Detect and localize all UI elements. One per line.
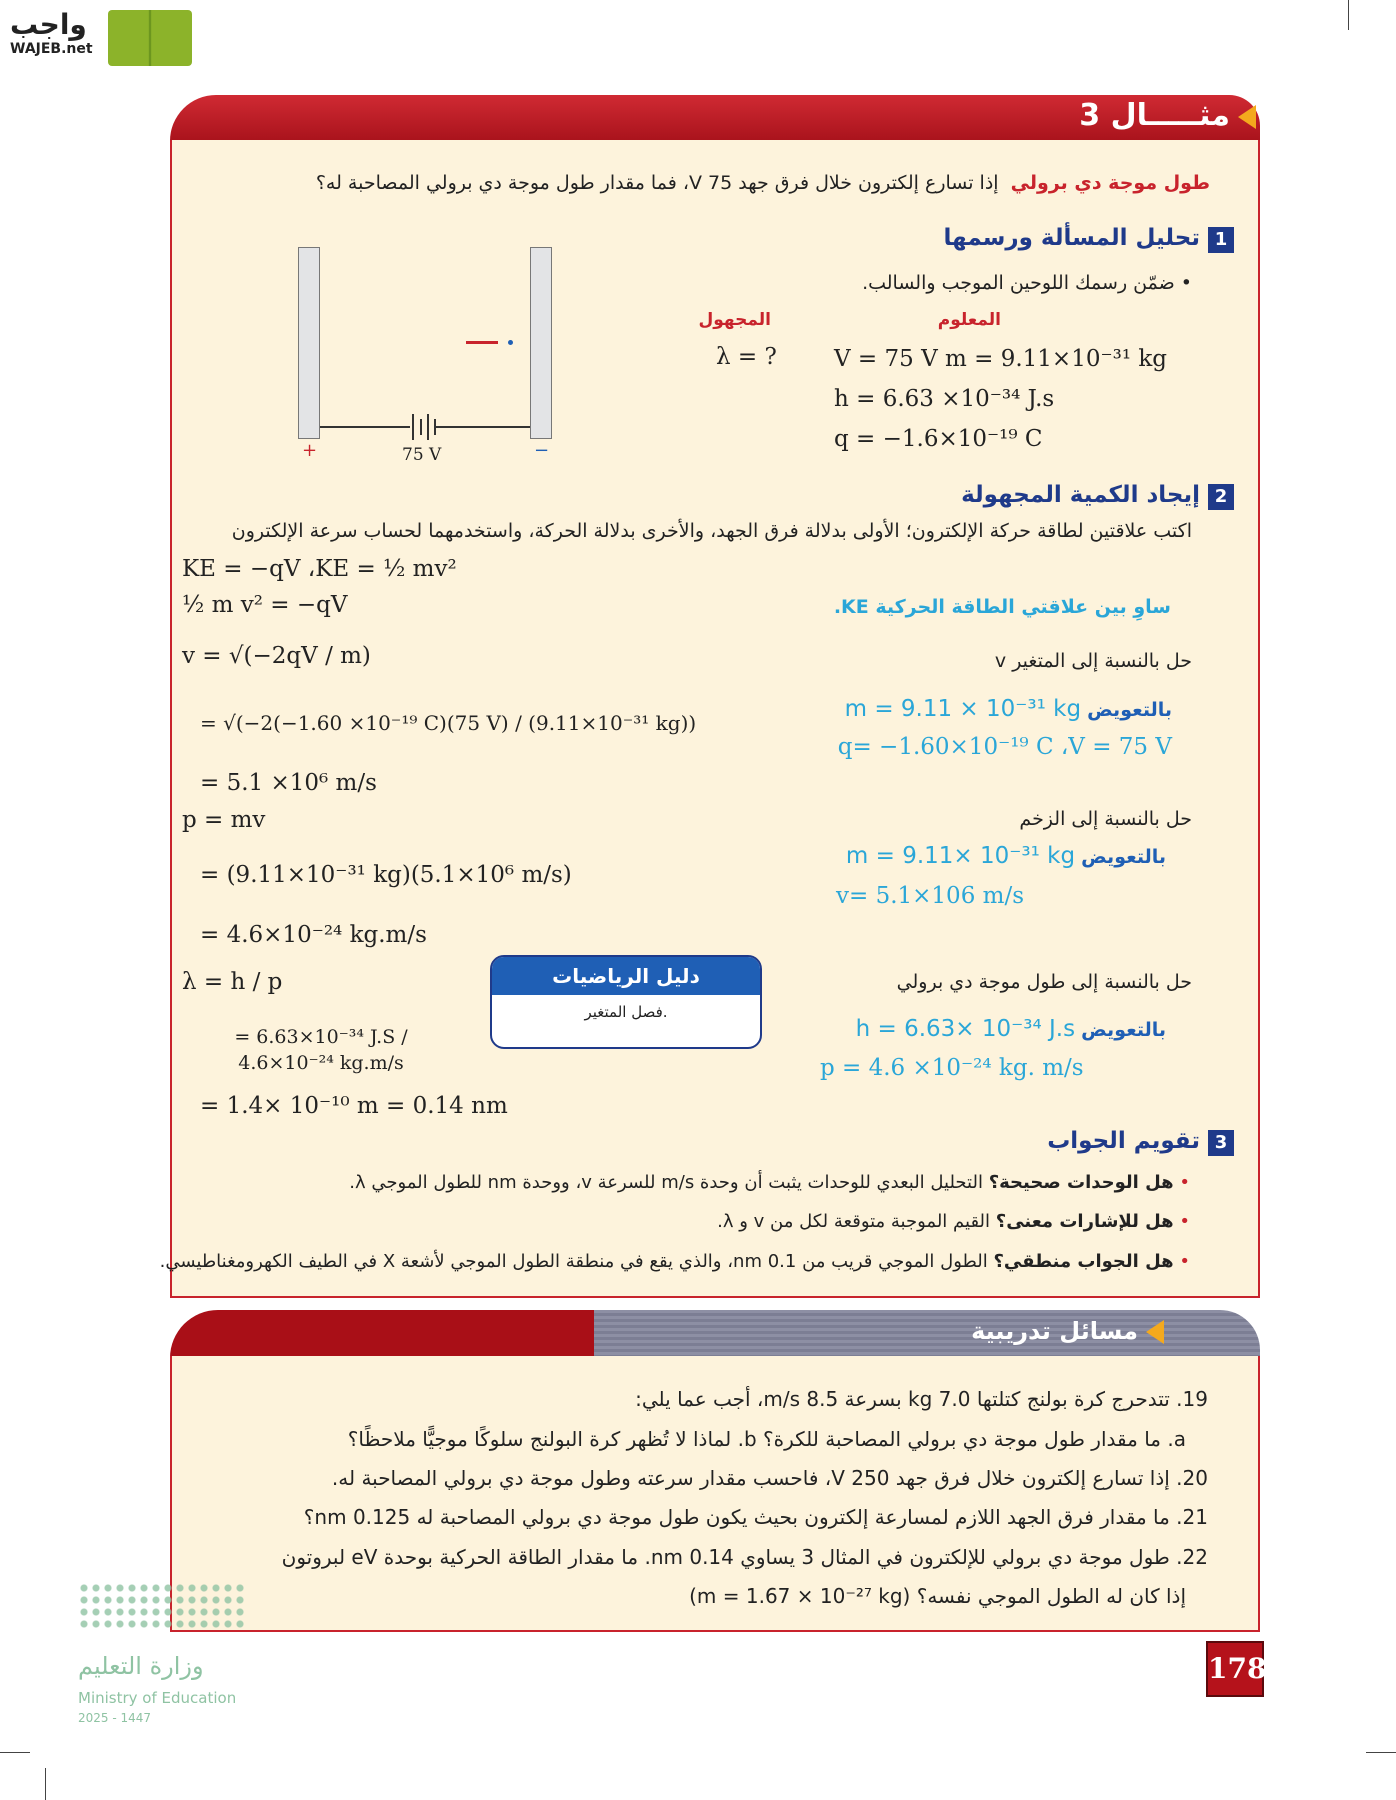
math-line: ½ m v² = −qV	[182, 592, 348, 618]
ministry-english: Ministry of Education	[78, 1689, 237, 1707]
equate-note: ساوِ بين علاقتي الطاقة الحركية KE.	[833, 596, 1171, 618]
logo-latin: WAJEB.net	[10, 41, 93, 57]
math-line: = 6.63×10⁻³⁴ J.S / 4.6×10⁻²⁴ kg.m/s	[234, 1026, 408, 1074]
check-bullet: • هل الجواب منطقي؟ الطول الموجي قريب من 0.1 nm، والذي يقع في منطقة الطول الموجي لأشعة X في الطيف الكهرومغناطيسي.	[159, 1251, 1190, 1272]
known-value: V = 75 V m = 9.11×10⁻³¹ kg	[834, 346, 1168, 372]
unknown-label: المجهول	[698, 310, 771, 330]
step2-intro: اكتب علاقتين لطاقة حركة الإلكترون؛ الأولى بدلالة فرق الجهد، والأخرى بدلالة الحركة، واستخدمهما لحساب سرعة الإلكترون	[231, 520, 1192, 542]
substitution-v-line: q= −1.60×10⁻¹⁹ C ،V = 75 V	[837, 734, 1172, 760]
wire	[320, 426, 410, 428]
substitution-p-line: v= 5.1×106 m/s	[836, 883, 1024, 909]
practice-item: 20. إذا تسارع إلكترون خلال فرق جهد 250 V، فاحسب مقدار سرعته وطول موجة دي برولي المصاحبة له.	[331, 1466, 1208, 1490]
known-label: المعلوم	[937, 310, 1001, 330]
math-guide-box[interactable]	[490, 955, 762, 1049]
plus-sign: +	[302, 440, 318, 461]
positive-plate	[298, 247, 320, 439]
practice-item: 22. طول موجة دي برولي للإلكترون في المثال 3 يساوي 0.14 nm. ما مقدار الطاقة الحركية بوحدة eV لبروتون	[281, 1545, 1208, 1569]
step3-heading: 3تقويم الجواب	[1047, 1128, 1234, 1156]
ministry-arabic: وزارة التعليم	[78, 1652, 204, 1680]
math-line: = 4.6×10⁻²⁴ kg.m/s	[200, 922, 427, 948]
math-line: KE = −qV ،KE = ½ mv²	[182, 556, 457, 582]
step1-bullet: • ضمّن رسمك اللوحين الموجب والسالب.	[862, 272, 1192, 294]
book-icon	[108, 10, 192, 66]
voltage-label: 75 V	[402, 445, 442, 465]
math-line: = (9.11×10⁻³¹ kg)(5.1×10⁶ m/s)	[200, 862, 572, 888]
problem-statement: طول موجة دي برولي إذا تسارع إلكترون خلال فرق جهد 75 V، فما مقدار طول موجة دي برولي المصاحبة له؟	[315, 172, 1210, 194]
crop-mark	[45, 1768, 46, 1800]
page-number: 178	[1206, 1641, 1264, 1697]
step1-heading: 1تحليل المسألة ورسمها	[944, 225, 1235, 253]
math-guide-text: فصل المتغير.	[584, 1003, 668, 1021]
solve-lambda-note: حل بالنسبة إلى طول موجة دي برولي	[896, 971, 1192, 993]
check-bullet: • هل الوحدات صحيحة؟ التحليل البعدي للوحدات يثبت أن وحدة m/s للسرعة v، ووحدة nm للطول الموجي λ.	[349, 1172, 1190, 1193]
crop-mark	[1348, 0, 1349, 30]
math-line: v = √(−2qV / m)	[182, 643, 371, 669]
math-line: = 5.1 ×10⁶ m/s	[200, 770, 377, 796]
logo-arabic: واجب	[10, 8, 87, 41]
known-value: q = −1.6×10⁻¹⁹ C	[834, 426, 1043, 452]
step2-heading: 2إيجاد الكمية المجهولة	[961, 482, 1234, 510]
practice-item: a. ما مقدار طول موجة دي برولي المصاحبة للكرة؟ b. لماذا لا تُظهر كرة البولنج سلوكًا موجيًّا ملاحظًا؟	[347, 1427, 1186, 1451]
electron-dot	[508, 340, 513, 345]
crop-mark	[0, 1752, 30, 1753]
known-value: h = 6.63 ×10⁻³⁴ J.s	[834, 386, 1055, 412]
minus-sign: −	[534, 440, 550, 461]
math-guide-title: دليل الرياضيات	[492, 957, 760, 995]
substitution-lambda: بالتعويض h = 6.63× 10⁻³⁴ J.s	[855, 1016, 1166, 1042]
substitution-lambda-line: p = 4.6 ×10⁻²⁴ kg. m/s	[820, 1055, 1084, 1081]
math-line: λ = h / p	[182, 969, 283, 995]
solve-v-note: حل بالنسبة إلى المتغير v	[994, 650, 1192, 672]
wire	[436, 426, 530, 428]
dots-pattern-icon	[78, 1582, 246, 1632]
check-bullet: • هل للإشارات معنى؟ القيم الموجبة متوقعة لكل من v و λ.	[717, 1211, 1190, 1232]
example-title: مثـــــال 3	[1079, 98, 1256, 133]
math-line: p = mv	[182, 807, 266, 833]
practice-item: إذا كان له الطول الموجي نفسه؟ (m = 1.67 × 10⁻²⁷ kg)	[689, 1584, 1186, 1608]
practice-title: مسائل تدريبية	[971, 1317, 1164, 1345]
practice-item: 19. تتدحرج كرة بولنج كتلتها 7.0 kg بسرعة 8.5 m/s، أجب عما يلي:	[635, 1387, 1208, 1411]
ministry-year: 2025 - 1447	[78, 1711, 152, 1725]
math-line: = √(−2(−1.60 ×10⁻¹⁹ C)(75 V) / (9.11×10⁻³¹ kg))	[200, 711, 697, 735]
triangle-icon	[1146, 1320, 1164, 1344]
arrow-left-icon	[466, 341, 498, 344]
triangle-icon	[1238, 105, 1256, 129]
math-line: = 1.4× 10⁻¹⁰ m = 0.14 nm	[200, 1093, 508, 1119]
solve-p-note: حل بالنسبة إلى الزخم	[1019, 808, 1192, 830]
unknown-value: λ = ?	[716, 344, 777, 370]
practice-header-red	[170, 1310, 595, 1358]
substitution-p: بالتعويض m = 9.11× 10⁻³¹ kg	[845, 843, 1166, 869]
negative-plate	[530, 247, 552, 439]
substitution-v: بالتعويض m = 9.11 × 10⁻³¹ kg	[844, 696, 1172, 722]
practice-item: 21. ما مقدار فرق الجهد اللازم لمسارعة إلكترون بحيث يكون طول موجة دي برولي المصاحبة له 0.125 nm؟	[303, 1505, 1208, 1529]
wajeb-logo[interactable]	[10, 8, 93, 57]
crop-mark	[1366, 1752, 1396, 1753]
